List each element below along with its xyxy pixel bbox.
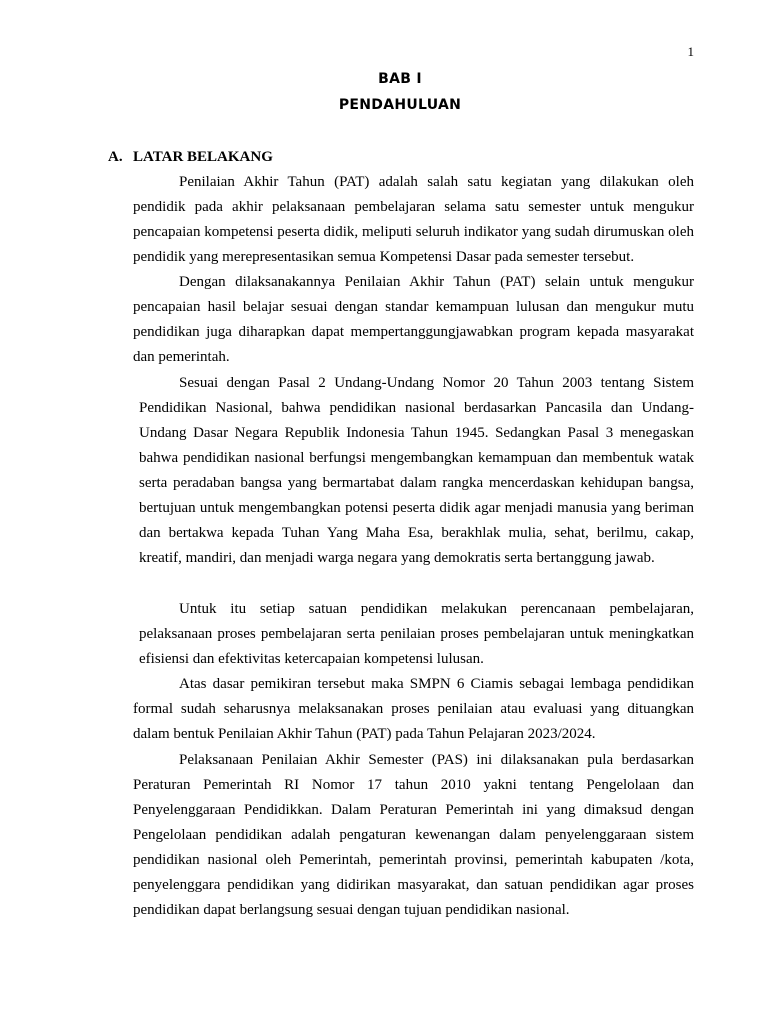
- section-title: LATAR BELAKANG: [133, 149, 273, 165]
- paragraph-pat-definition: Penilaian Akhir Tahun (PAT) adalah salah satu kegiatan yang dilakukan oleh pendidik pada akhir pelaksanaan pembelajaran selama satu semester untuk mengukur pencapaian kompetensi peserta didik, meliputi seluruh indikator yang sudah dirumuskan oleh pendidik yang merepresentasikan semua Kompetensi Dasar pada semester tersebut.: [133, 174, 694, 265]
- chapter-title: PENDAHULUAN: [338, 97, 462, 113]
- paragraph-regulation: Pelaksanaan Penilaian Akhir Semester (PAS) ini dilaksanakan pula berdasarkan Peraturan Pemerintah RI Nomor 17 tahun 2010 yakni tentang Pengelolaan dan Penyelenggaraan Pendidikkan. Dalam Peraturan Pemerintah ini yang dimaksud dengan Pengelolaan pendidikan adalah pengaturan kewenangan dalam penyelenggaraan sistem pendidikan nasional oleh Pemerintah, pemerintah provinsi, pemerintah kabupaten /kota, penyelenggara pendidikan yang didirikan masyarakat, dan satuan pendidikan agar proses pendidikan dapat berlangsung sesuai dengan tujuan pendidikan nasional.: [133, 752, 694, 918]
- section-heading: [108, 148, 273, 166]
- paragraph-planning: Untuk itu setiap satuan pendidikan melakukan perencanaan pembelajaran, pelaksanaan proses pembelajaran serta penilaian proses pembelajaran untuk meningkatkan efisiensi dan efektivitas ketercapaian kompetensi lulusan.: [139, 601, 694, 667]
- chapter-number: BAB I: [378, 71, 422, 87]
- page-number: 1: [687, 44, 694, 59]
- paragraph-legal-basis: Sesuai dengan Pasal 2 Undang-Undang Nomor 20 Tahun 2003 tentang Sistem Pendidikan Nasional, bahwa pendidikan nasional berdasarkan Pancasila dan Undang-Undang Dasar Negara Republik Indonesia Tahun 1945. Sedangkan Pasal 3 menegaskan bahwa pendidikan nasional berfungsi mengembangkan kemampuan dan membentuk watak serta peradaban bangsa yang bermartabat dalam rangka mencerdaskan kehidupan bangsa, bertujuan untuk mengembangkan potensi peserta didik agar menjadi manusia yang beriman dan bertakwa kepada Tuhan Yang Maha Esa, berakhlak mulia, sehat, berilmu, cakap, kreatif, mandiri, dan menjadi warga negara yang demokratis serta bertanggung jawab.: [139, 375, 694, 566]
- paragraph-pat-purpose: Dengan dilaksanakannya Penilaian Akhir Tahun (PAT) selain untuk mengukur pencapaian hasil belajar sesuai dengan standar kemampuan lulusan dan mengukur mutu pendidikan juga diharapkan dapat mempertanggungjawabkan program kepada masyarakat dan pemerintah.: [133, 274, 694, 365]
- section-label: A.: [108, 149, 123, 165]
- paragraph-school-basis: Atas dasar pemikiran tersebut maka SMPN 6 Ciamis sebagai lembaga pendidikan formal sudah seharusnya melaksanakan proses penilaian atau evaluasi yang dituangkan dalam bentuk Penilaian Akhir Tahun (PAT) pada Tahun Pelajaran 2023/2024.: [133, 676, 694, 742]
